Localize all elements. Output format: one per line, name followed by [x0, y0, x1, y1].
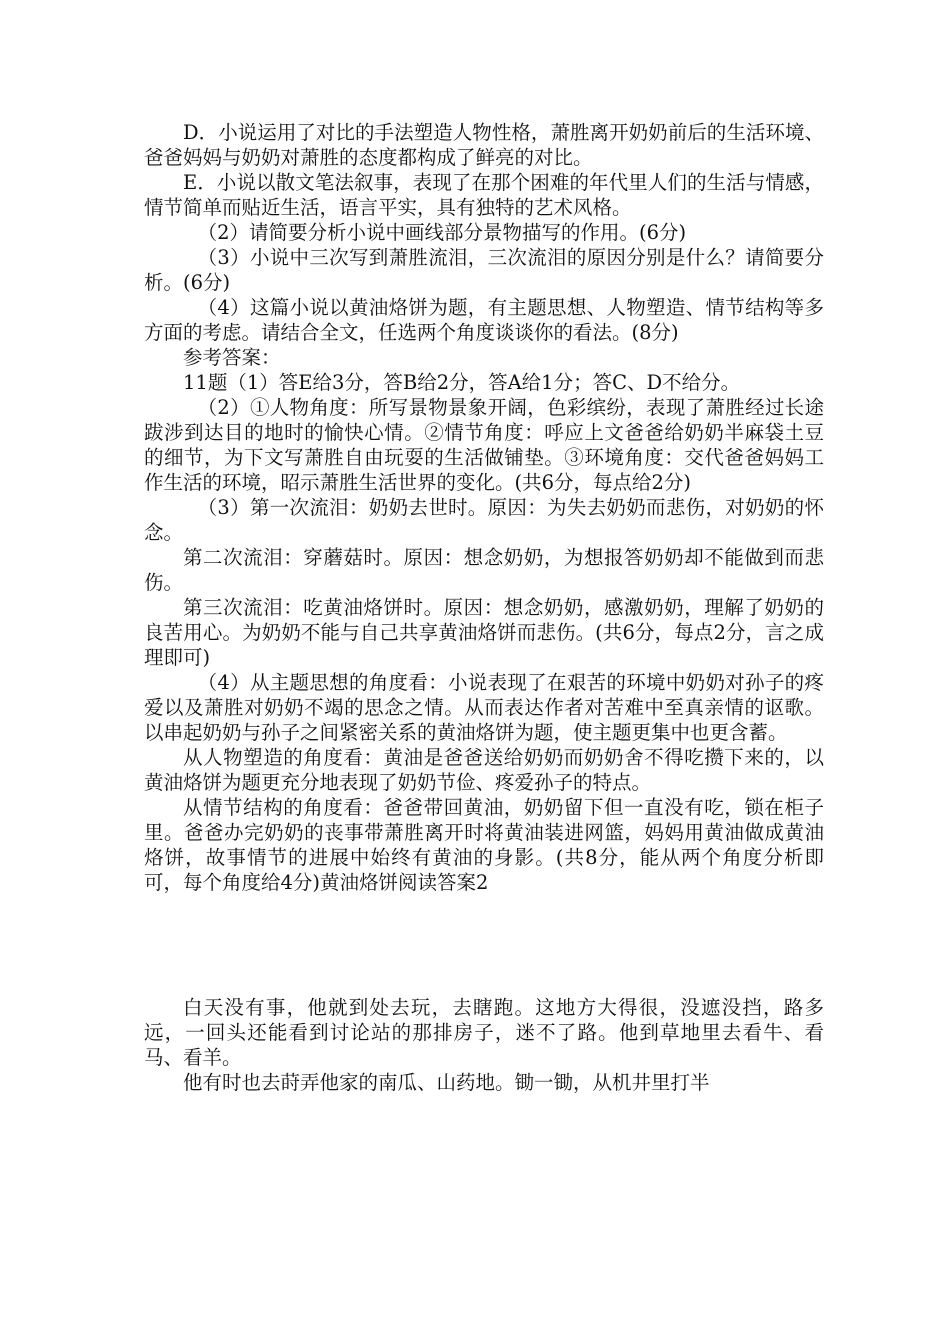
paragraph: （2）请简要分析小说中画线部分景物描写的作用。(6分) — [197, 221, 687, 244]
paragraph: （4）从主题思想的角度看：小说表现了在艰苦的环境中奶奶对孙子的疼爱以及萧胜对奶奶不竭的思念之情。从而表达作者对苦难中至真亲情的讴歌。以串起奶奶与孙子之间紧密关系的黄油烙饼为题，使主题更集中也更含蓄。 — [144, 671, 824, 744]
paragraph: 第二次流泪：穿蘑菇时。原因：想念奶奶，为想报答奶奶却不能做到而悲伤。 — [144, 546, 824, 594]
paragraph: 第三次流泪：吃黄油烙饼时。原因：想念奶奶，感激奶奶，理解了奶奶的良苦用心。为奶奶不能与自己共享黄油烙饼而悲伤。(共6分，每点2分，言之成理即可) — [144, 596, 824, 669]
paragraph: 从情节结构的角度看：爸爸带回黄油，奶奶留下但一直没有吃，锁在柜子里。爸爸办完奶奶的丧事带萧胜离开时将黄油装进网篮，妈妈用黄油做成黄油烙饼，故事情节的进展中始终有黄油的身影。(共8分，能从两个角度分析即可，每个角度给4分)黄油烙饼阅读答案2 — [144, 796, 824, 894]
paragraph: 他有时也去莳弄他家的南瓜、山药地。锄一锄，从机井里打半 — [183, 1071, 710, 1094]
paragraph: （3）小说中三次写到萧胜流泪，三次流泪的原因分别是什么？请简要分析。(6分) — [144, 246, 824, 294]
paragraph: 11题（1）答E给3分，答B给2分，答A给1分；答C、D不给分。 — [183, 371, 741, 394]
paragraph: 白天没有事，他就到处去玩，去瞎跑。这地方大得很，没遮没挡，路多远，一回头还能看到讨论站的那排房子，迷不了路。他到草地里去看牛、看马、看羊。 — [144, 996, 824, 1069]
paragraph: （2）①人物角度：所写景物景象开阔，色彩缤纷，表现了萧胜经过长途跋涉到达目的地时的愉快心情。②情节角度：呼应上文爸爸给奶奶半麻袋土豆的细节，为下文写萧胜自由玩耍的生活做铺垫。③环境角度：交代爸爸妈妈工作生活的环境，昭示萧胜生活世界的变化。(共6分，每点给2分) — [144, 396, 824, 494]
answer-section — [144, 120, 824, 895]
story-excerpt — [144, 995, 824, 1095]
paragraph: 参考答案： — [183, 346, 281, 369]
document-page — [144, 120, 824, 1095]
paragraph: （4）这篇小说以黄油烙饼为题，有主题思想、人物塑造、情节结构等多方面的考虑。请结合全文，任选两个角度谈谈你的看法。(8分) — [144, 296, 824, 344]
paragraph: （3）第一次流泪：奶奶去世时。原因：为失去奶奶而悲伤，对奶奶的怀念。 — [144, 496, 824, 544]
paragraph: E．小说以散文笔法叙事，表现了在那个困难的年代里人们的生活与情感，情节简单而贴近生活，语言平实，具有独特的艺术风格。 — [144, 171, 824, 219]
paragraph: D．小说运用了对比的手法塑造人物性格，萧胜离开奶奶前后的生活环境、爸爸妈妈与奶奶对萧胜的态度都构成了鲜亮的对比。 — [144, 121, 824, 169]
paragraph: 从人物塑造的角度看：黄油是爸爸送给奶奶而奶奶舍不得吃攒下来的，以黄油烙饼为题更充分地表现了奶奶节俭、疼爱孙子的特点。 — [144, 746, 824, 794]
section-gap — [144, 895, 824, 995]
